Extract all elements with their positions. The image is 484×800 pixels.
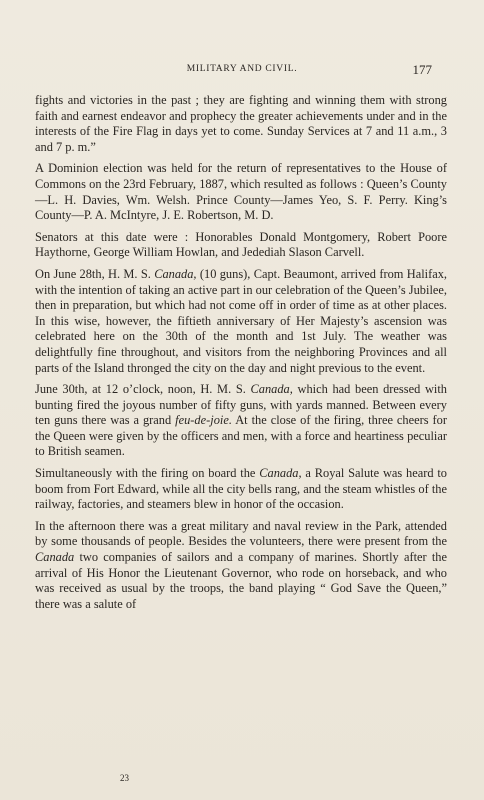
paragraph <box>35 382 447 460</box>
paragraph-text: a Royal Salute was heard to boom from Fort Edward, while all the city bells rang, and the steam whistles of the railway, factories, and steamers blew in honor of the occasion. <box>35 466 448 512</box>
paragraph-text: (10 guns), Capt. Beaumont, arrived from Halifax, with the intention of taking an active part in our celebration of the Queen’s Jubilee, then in preparation, but which had not come off in order of time as at other places. In this wise, however, the fiftieth anniversary of Her Majesty’s ascension was celebrated here on the 30th of the month and 1st July. The weather was delightfully fine throughout, and visitors from the neighboring Provinces and all parts of the Island thronged the city on the day and night previous to the event. <box>35 266 448 375</box>
italic-text: Canada <box>35 550 75 565</box>
paragraph-text: In the afternoon there was a great military and naval review in the Park, attended by some thousands of people. Besides the volunteers, there were present from the <box>35 518 447 549</box>
italic-text: Canada, <box>259 466 302 481</box>
body-text <box>35 93 447 618</box>
paragraph <box>35 93 447 155</box>
paragraph-text: A Dominion election was held for the return of representatives to the House of Commons on the 23rd February, 1887, which resulted as follows : Queen’s County—L. H. Davies, Wm. Welsh. Prince County—James Yeo, S. F. Perry. King’s County—P. A. McIntyre, J. E. Robertson, M. D. <box>35 161 447 223</box>
running-head: MILITARY AND CIVIL. <box>186 64 298 74</box>
paragraph <box>35 230 447 261</box>
paragraph-text: fights and victories in the past ; they are fighting and winning them with strong faith and earnest endeavor and prophecy the greater achievements under and in the interests of the Fire Flag in days yet to come. Sunday Services at 7 and 11 a.m., 3 and 7 p. m.” <box>35 93 447 154</box>
paragraph-text: June 30th, at 12 o’clock, noon, H. M. S. <box>35 382 251 397</box>
paragraph <box>35 466 447 513</box>
paragraph-text: two companies of sailors and a company of marines. Shortly after the arrival of His Honor the Lieutenant Governor, who rode on horseback, and who was received as usual by the troops, the band playing “ God Save the Queen,” there was a salute of <box>35 550 447 611</box>
paragraph <box>35 519 447 613</box>
paragraph-text: Senators at this date were : Honorables Donald Montgomery, Robert Poore Haythorne, George William Howlan, and Jedediah Slason Carvell. <box>35 229 447 260</box>
paragraph-text: At the close of the firing, three cheers for the Queen were given by the officers and men, with a force and heartiness peculiar to British seamen. <box>35 413 447 459</box>
italic-text: Canada, <box>250 382 293 397</box>
italic-text: feu-de-joie. <box>175 413 232 428</box>
paragraph-text: On June 28th, H. M. S. <box>35 266 155 281</box>
paragraph-text: which had been dressed with bunting fired the joyous number of fifty guns, with yards manned. Between every ten guns there was a grand <box>35 382 447 428</box>
paragraph <box>35 161 447 223</box>
signature-mark: 23 <box>120 773 129 783</box>
italic-text: Canada, <box>154 266 197 281</box>
paragraph-text: Simultaneously with the firing on board the <box>35 466 260 481</box>
page-header <box>0 62 484 78</box>
page-number: 177 <box>412 62 432 77</box>
paragraph <box>35 267 447 376</box>
